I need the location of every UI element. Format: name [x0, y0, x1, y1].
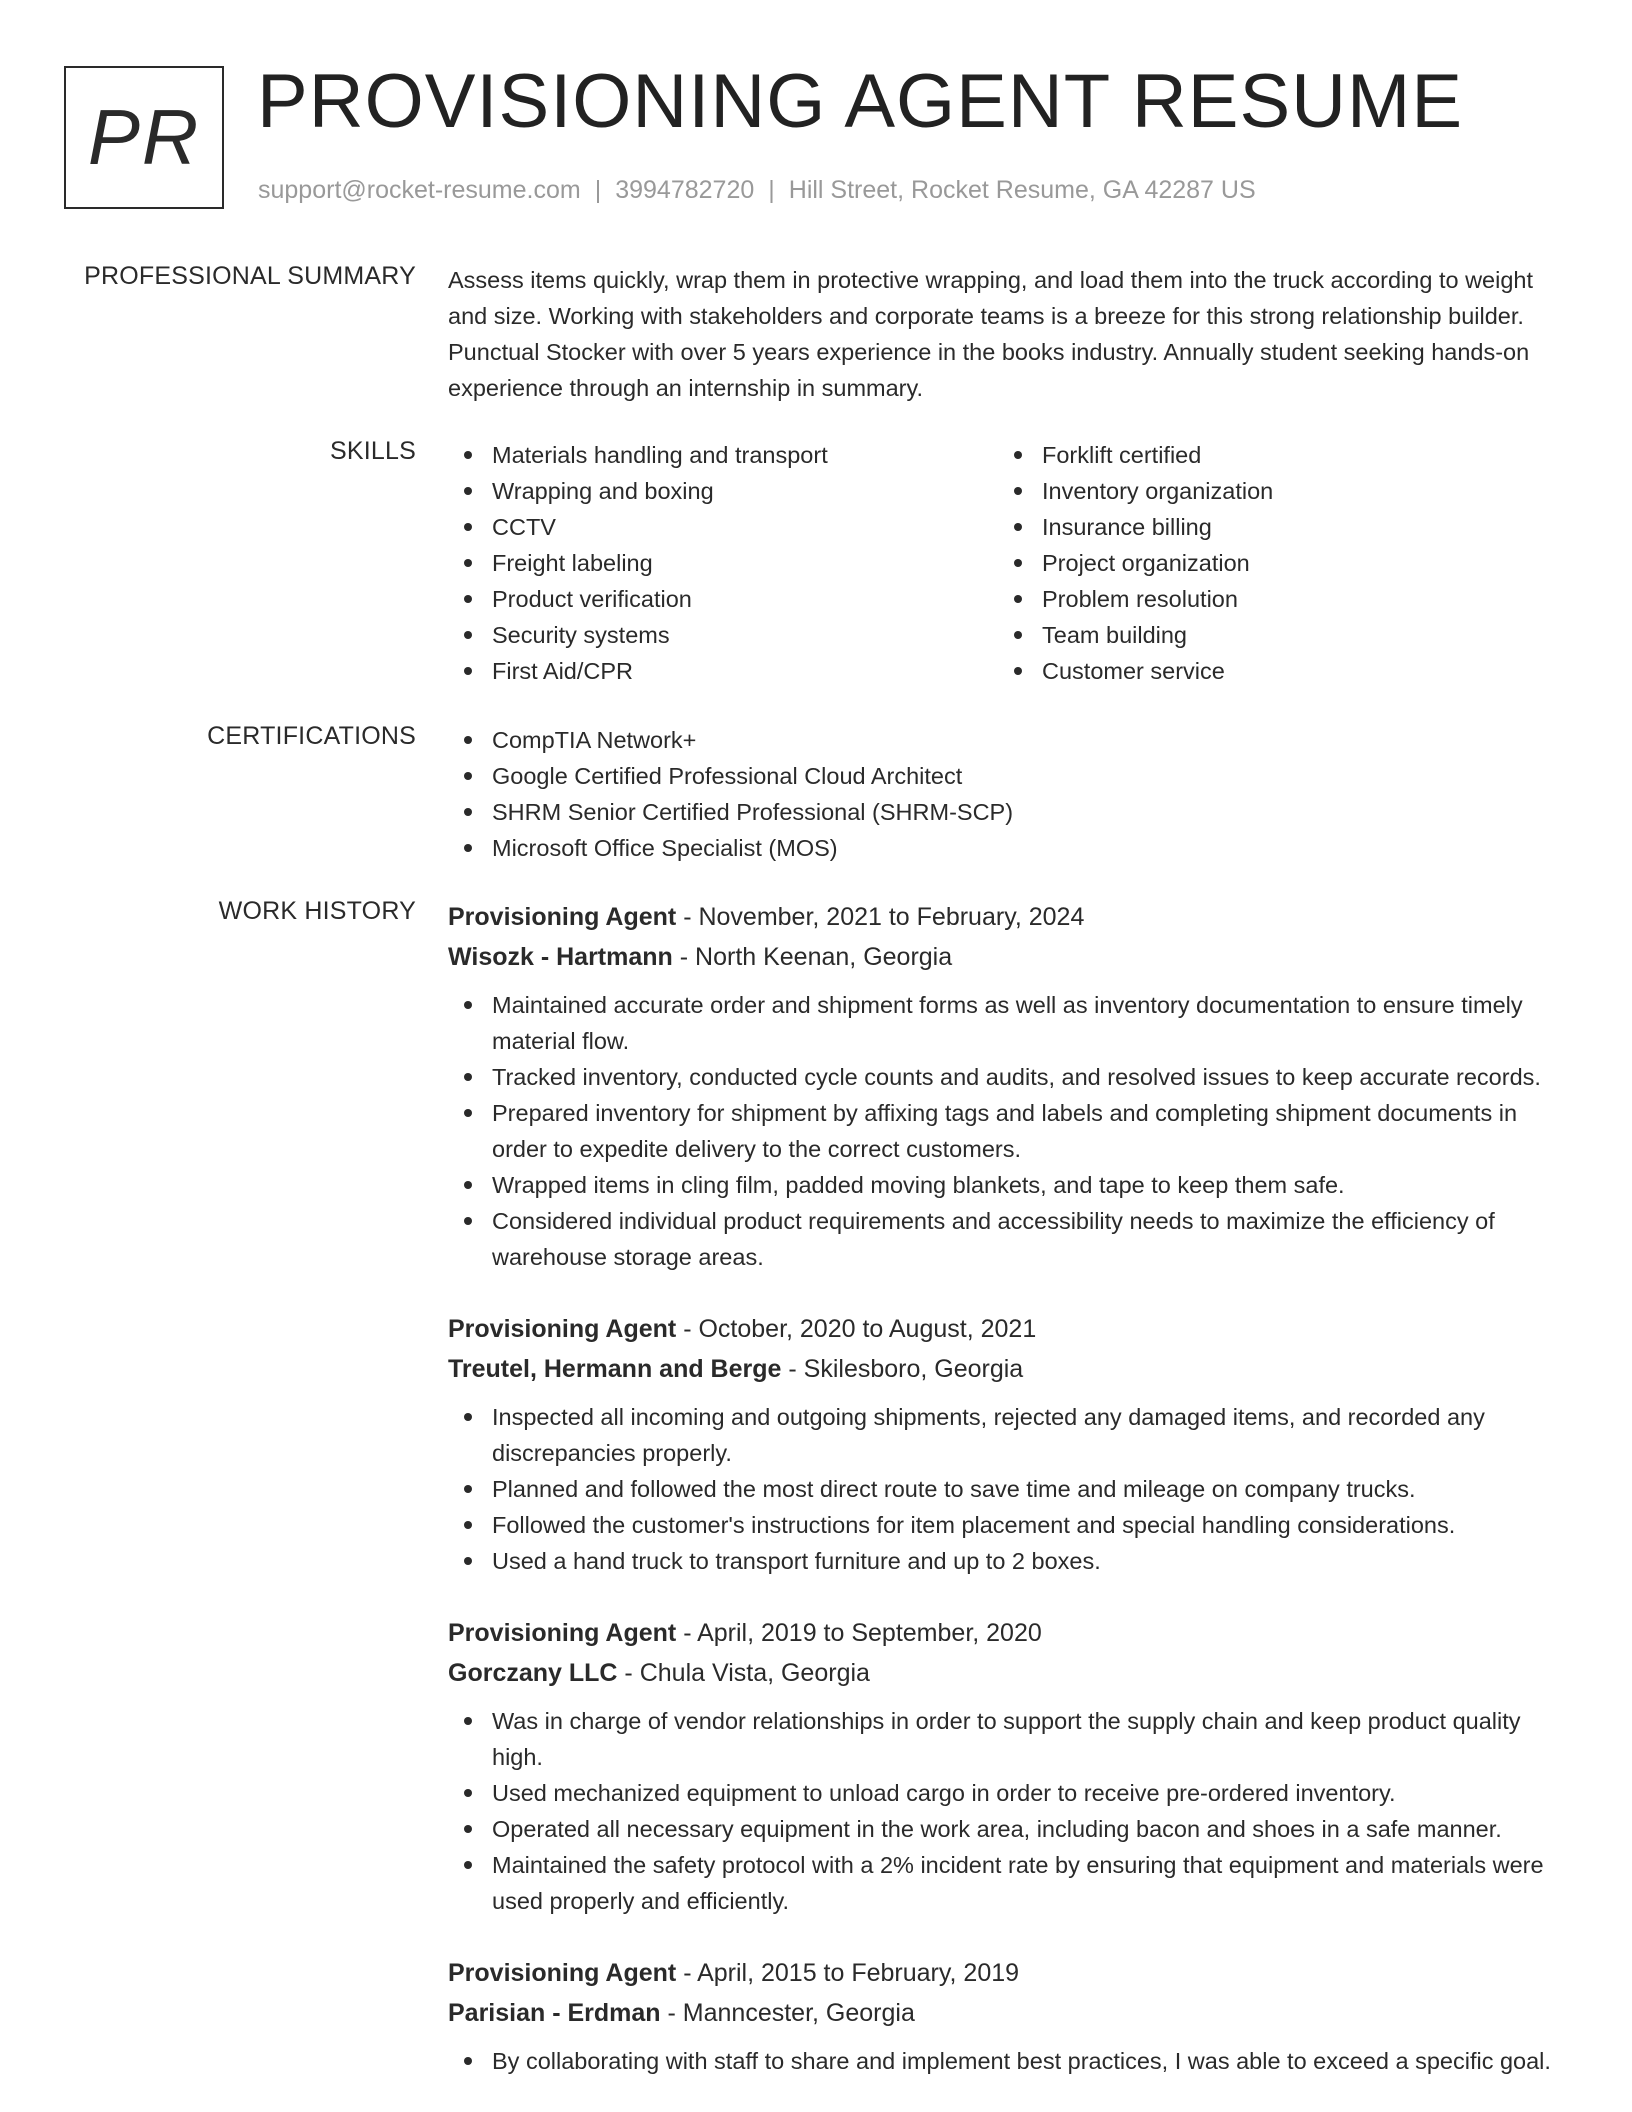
list-item: Insurance billing [998, 509, 1548, 545]
job-company: Wisozk - Hartmann [448, 943, 673, 971]
list-item: Security systems [448, 617, 998, 653]
contact-separator: | [768, 176, 775, 204]
job-company-line [448, 937, 1566, 977]
work-history-heading: WORK HISTORY [218, 897, 416, 925]
list-item: Freight labeling [448, 545, 998, 581]
list-item: First Aid/CPR [448, 653, 998, 689]
list-item: Prepared inventory for shipment by affixing tags and labels and completing shipment documents in order to expedite delivery to the correct customers. [448, 1095, 1566, 1167]
list-item: Maintained the safety protocol with a 2% incident rate by ensuring that equipment and materials were used properly and efficiently. [448, 1847, 1566, 1919]
job-company-line [448, 1653, 1566, 1693]
job-company: Parisian - Erdman [448, 1999, 661, 2027]
certifications-heading: CERTIFICATIONS [207, 722, 416, 750]
list-item: Operated all necessary equipment in the work area, including bacon and shoes in a safe manner. [448, 1811, 1566, 1847]
list-item: Planned and followed the most direct route to save time and mileage on company trucks. [448, 1471, 1566, 1507]
monogram-logo: PR [64, 66, 224, 209]
job-company-line [448, 1349, 1566, 1389]
list-item: Forklift certified [998, 437, 1548, 473]
job-bullets [448, 987, 1566, 1275]
job-location: - Chula Vista, Georgia [617, 1659, 870, 1687]
contact-separator: | [594, 176, 602, 204]
list-item: Project organization [998, 545, 1548, 581]
job-entry [448, 1953, 1566, 2079]
job-title: Provisioning Agent [448, 903, 677, 931]
list-item: Used a hand truck to transport furniture and up to 2 boxes. [448, 1543, 1566, 1579]
list-item: Considered individual product requirements and accessibility needs to maximize the efficiency of warehouse storage areas. [448, 1203, 1566, 1275]
job-location: - Manncester, Georgia [660, 1999, 915, 2027]
job-title: Provisioning Agent [448, 1619, 677, 1647]
list-item: Customer service [998, 653, 1548, 689]
list-item: SHRM Senior Certified Professional (SHRM-SCP) [448, 794, 1566, 830]
job-company-line [448, 1993, 1566, 2033]
skills-list-left [448, 437, 998, 689]
job-entry [448, 1613, 1566, 1919]
page-title: PROVISIONING AGENT RESUME [257, 59, 1464, 144]
job-location: - North Keenan, Georgia [672, 943, 953, 971]
skills-heading: SKILLS [330, 437, 416, 465]
job-dates: - October, 2020 to August, 2021 [676, 1315, 1037, 1343]
job-company: Treutel, Hermann and Berge [448, 1355, 782, 1383]
work-history-list [448, 897, 1566, 2112]
job-bullets [448, 1399, 1566, 1579]
list-item: Google Certified Professional Cloud Architect [448, 758, 1566, 794]
list-item: Microsoft Office Specialist (MOS) [448, 830, 1566, 866]
list-item: Team building [998, 617, 1548, 653]
job-bullets [448, 1703, 1566, 1919]
summary-text: Assess items quickly, wrap them in protective wrapping, and load them into the truck according to weight and size. Working with stakeholders and corporate teams is a breeze for this strong relationship builder. Punctual Stocker with over 5 years experience in the books industry. Annually student seeking hands-on experience through an internship in summary. [448, 267, 1534, 401]
job-title-line [448, 1613, 1566, 1653]
contact-phone[interactable]: 3994782720 [615, 176, 755, 204]
job-title-line [448, 1953, 1566, 1993]
list-item: By collaborating with staff to share and implement best practices, I was able to exceed a specific goal. [448, 2043, 1566, 2079]
list-item: Product verification [448, 581, 998, 617]
job-dates: - April, 2015 to February, 2019 [676, 1959, 1020, 1987]
list-item: CompTIA Network+ [448, 722, 1566, 758]
job-location: - Skilesboro, Georgia [781, 1355, 1024, 1383]
list-item: CCTV [448, 509, 998, 545]
list-item: Wrapped items in cling film, padded moving blankets, and tape to keep them safe. [448, 1167, 1566, 1203]
summary-heading: PROFESSIONAL SUMMARY [84, 262, 416, 290]
list-item: Tracked inventory, conducted cycle counts and audits, and resolved issues to keep accurate records. [448, 1059, 1566, 1095]
job-title-line [448, 1309, 1566, 1349]
contact-address: Hill Street, Rocket Resume, GA 42287 US [788, 176, 1256, 204]
job-entry [448, 1309, 1566, 1579]
list-item: Materials handling and transport [448, 437, 998, 473]
list-item: Inspected all incoming and outgoing shipments, rejected any damaged items, and recorded any discrepancies properly. [448, 1399, 1566, 1471]
resume-header [64, 59, 1564, 211]
list-item: Followed the customer's instructions for item placement and special handling considerations. [448, 1507, 1566, 1543]
list-item: Inventory organization [998, 473, 1548, 509]
list-item: Used mechanized equipment to unload cargo in order to receive pre-ordered inventory. [448, 1775, 1566, 1811]
certifications-list [448, 722, 1566, 866]
list-item: Was in charge of vendor relationships in order to support the supply chain and keep product quality high. [448, 1703, 1566, 1775]
list-item: Maintained accurate order and shipment forms as well as inventory documentation to ensure timely material flow. [448, 987, 1566, 1059]
job-title: Provisioning Agent [448, 1315, 677, 1343]
job-bullets [448, 2043, 1566, 2079]
job-dates: - November, 2021 to February, 2024 [676, 903, 1085, 931]
contact-email[interactable]: support@rocket-resume.com [258, 176, 581, 204]
list-item: Wrapping and boxing [448, 473, 998, 509]
job-dates: - April, 2019 to September, 2020 [676, 1619, 1042, 1647]
contact-line [258, 176, 1256, 205]
job-title-line [448, 897, 1566, 937]
job-company: Gorczany LLC [448, 1659, 618, 1687]
skills-list-right [998, 437, 1548, 689]
job-entry [448, 897, 1566, 1275]
list-item: Problem resolution [998, 581, 1548, 617]
job-title: Provisioning Agent [448, 1959, 677, 1987]
